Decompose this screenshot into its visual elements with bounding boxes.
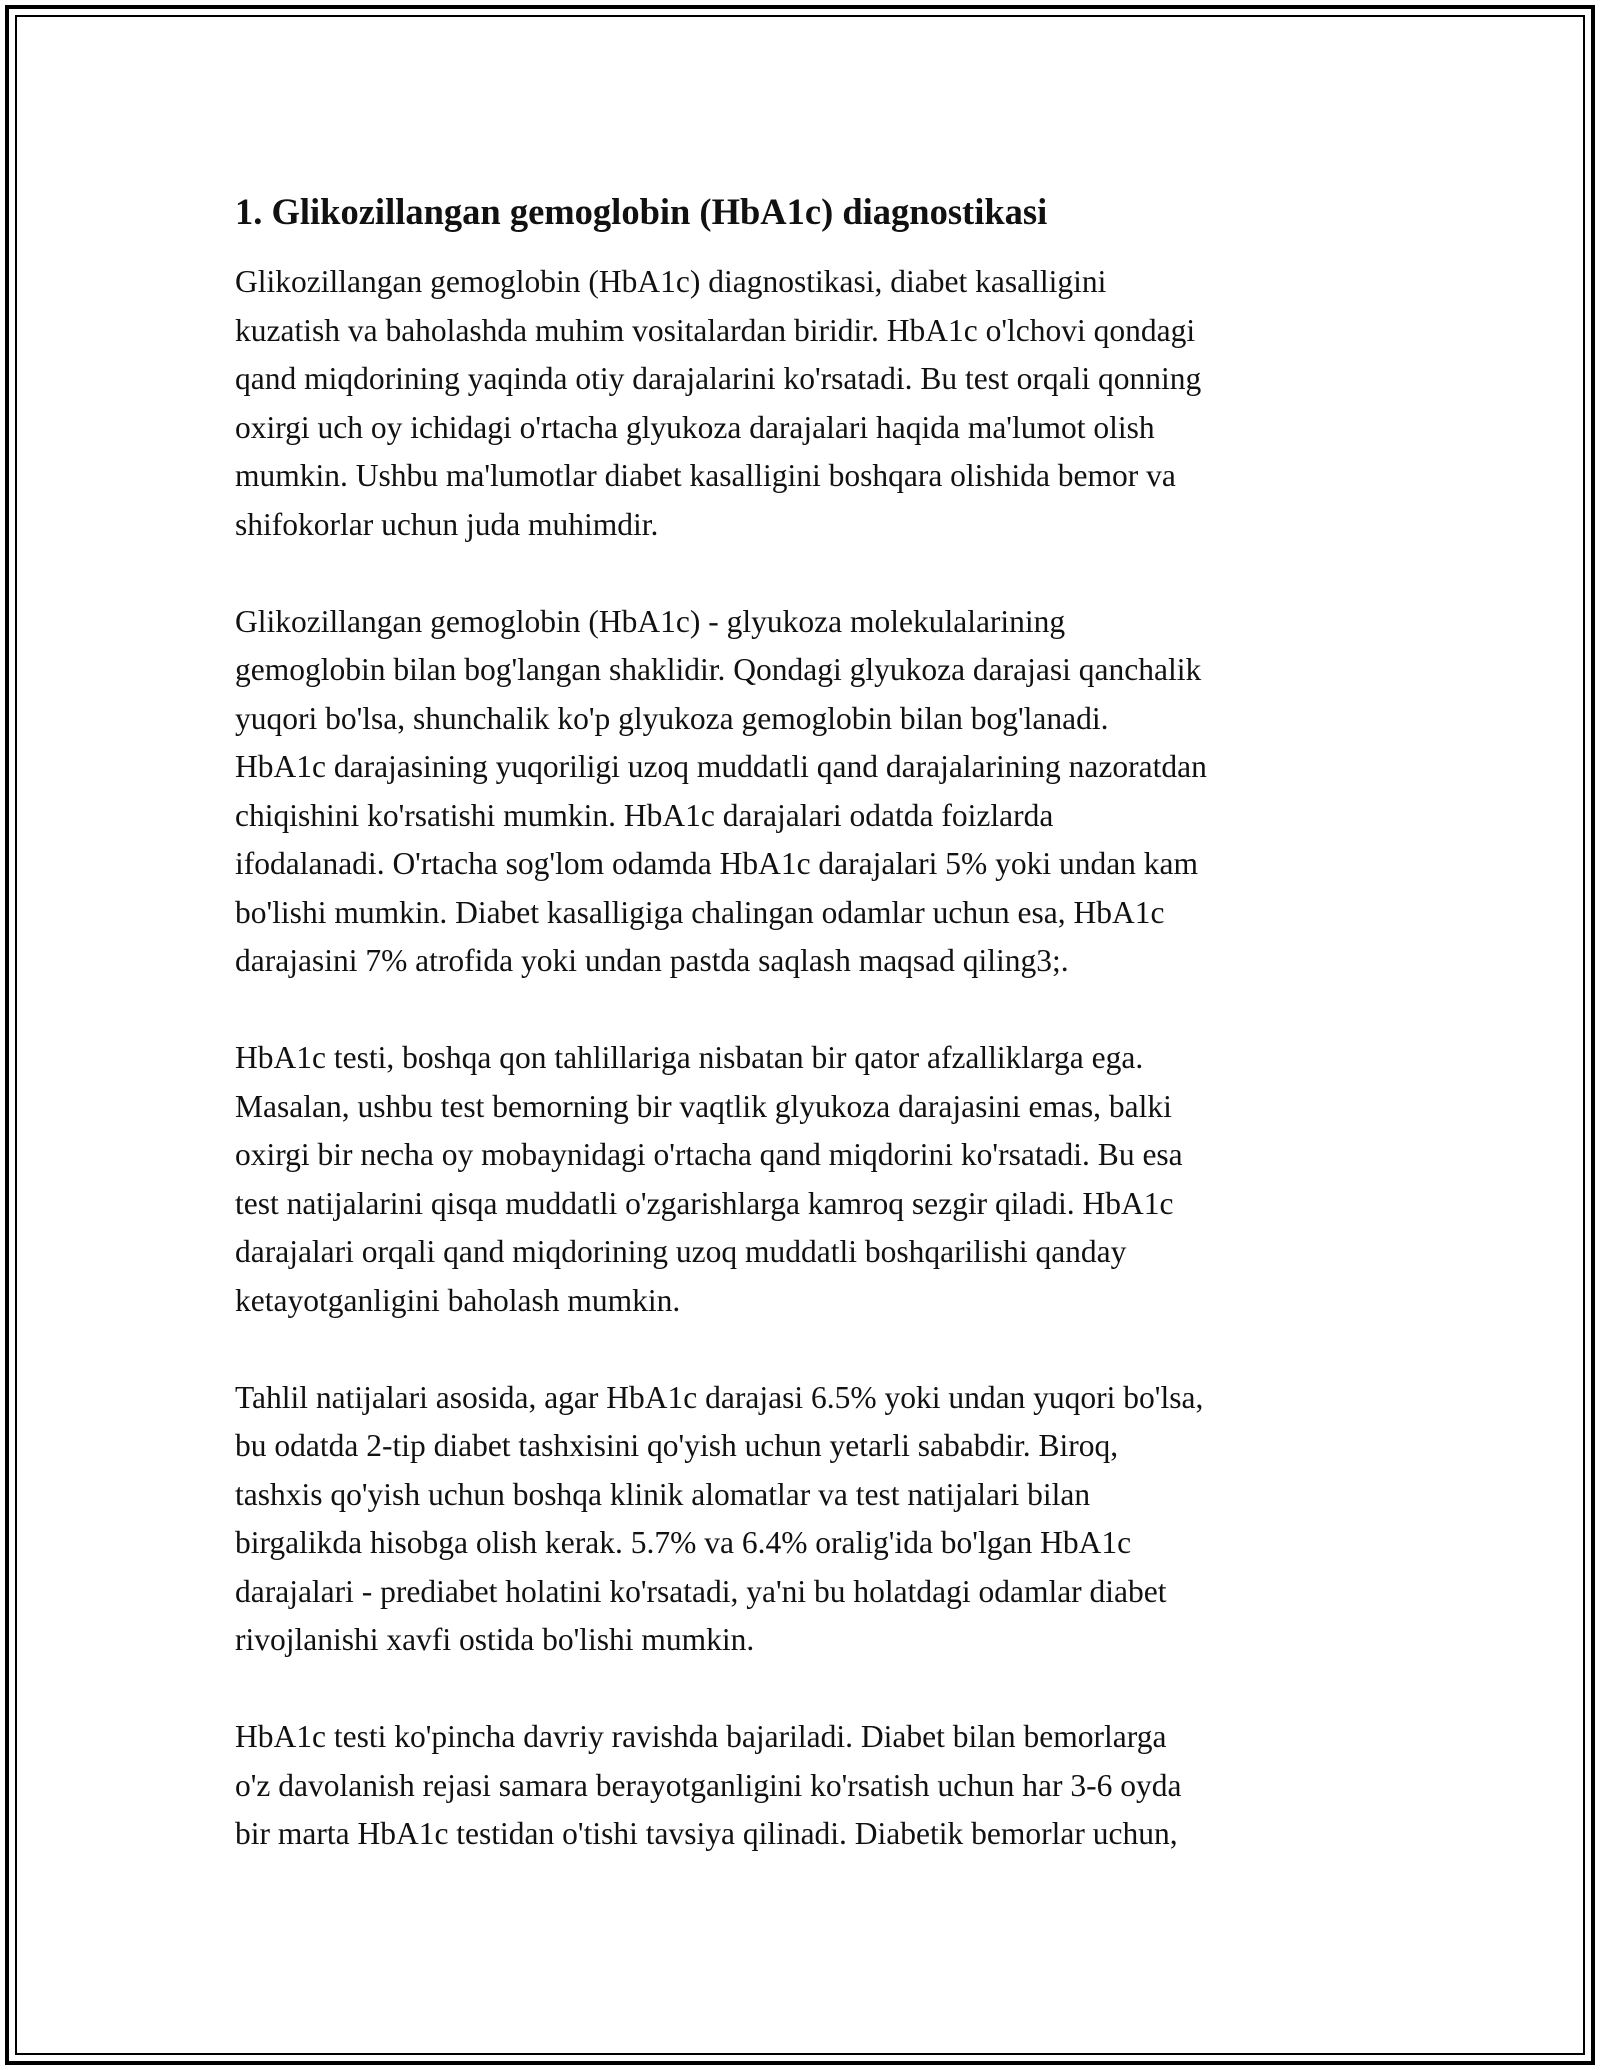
text-line: Glikozillangan gemoglobin (HbA1c) - glyukoza molekulalarining [235,603,1066,639]
text-line: chiqishini ko'rsatishi mumkin. HbA1c darajalari odatda foizlarda [235,797,1054,833]
text-line: qand miqdorining yaqinda otiy darajalarini ko'rsatadi. Bu test orqali qonning [235,361,1202,396]
paragraph-2 [235,598,1385,986]
text-line: HbA1c testi, boshqa qon tahlillariga nisbatan bir qator afzalliklarga ega. [235,1040,1144,1075]
text-line: birgalikda hisobga olish kerak. 5.7% va 6.4% oralig'ida bo'lgan HbA1c [235,1525,1132,1560]
text-line: darajalari orqali qand miqdorining uzoq muddatli boshqarilishi qanday [235,1234,1127,1269]
text-line: darajasini 7% atrofida yoki undan pastda saqlash maqsad qiling3;. [235,943,1069,978]
text-line: oxirgi uch oy ichidagi o'rtacha glyukoza darajalari haqida ma'lumot olish [235,409,1155,445]
text-line: rivojlanishi xavfi ostida bo'lishi mumkin. [235,1622,755,1657]
text-line: gemoglobin bilan bog'langan shaklidir. Qondagi glyukoza darajasi qanchalik [235,652,1202,687]
text-line: HbA1c darajasining yuqoriligi uzoq muddatli qand darajalarining nazoratdan [235,749,1207,784]
text-line: Glikozillangan gemoglobin (HbA1c) diagnostikasi, diabet kasalligini [235,264,1107,299]
section-heading: 1. Glikozillangan gemoglobin (HbA1c) diagnostikasi [235,191,1048,232]
paragraph-3 [235,1034,1385,1325]
paragraph-1 [235,258,1385,549]
text-line: shifokorlar uchun juda muhimdir. [235,506,659,542]
text-line: yuqori bo'lsa, shunchalik ko'p glyukoza gemoglobin bilan bog'lanadi. [235,700,1109,736]
text-line: o'z davolanish rejasi samara berayotganligini ko'rsatish uchun har 3-6 oyda [235,1767,1182,1803]
text-line: ketayotganligini baholash mumkin. [235,1282,681,1318]
text-line: tashxis qo'yish uchun boshqa klinik alomatlar va test natijalari bilan [235,1476,1091,1512]
text-line: ifodalanadi. O'rtacha sog'lom odamda HbA1c darajalari 5% yoki undan kam [235,846,1199,881]
document-body [235,188,1385,1859]
paragraph-5 [235,1713,1385,1859]
text-line: Tahlil natijalari asosida, agar HbA1c darajasi 6.5% yoki undan yuqori bo'lsa, [235,1379,1204,1415]
text-line: bir marta HbA1c testidan o'tishi tavsiya qilinadi. Diabetik bemorlar uchun, [235,1816,1178,1851]
text-line: HbA1c testi ko'pincha davriy ravishda bajariladi. Diabet bilan bemorlarga [235,1719,1167,1754]
text-line: bo'lishi mumkin. Diabet kasalligiga chalingan odamlar uchun esa, HbA1c [235,894,1165,930]
text-line: mumkin. Ushbu ma'lumotlar diabet kasalligini boshqara olishida bemor va [235,458,1176,493]
paragraph-4 [235,1374,1385,1665]
text-line: kuzatish va baholashda muhim vositalardan biridir. HbA1c o'lchovi qondagi [235,312,1196,348]
text-line: test natijalarini qisqa muddatli o'zgarishlarga kamroq sezgir qiladi. HbA1c [235,1185,1174,1221]
text-line: bu odatda 2-tip diabet tashxisini qo'yish uchun yetarli sababdir. Biroq, [235,1428,1119,1463]
text-line: darajalari - prediabet holatini ko'rsatadi, ya'ni bu holatdagi odamlar diabet [235,1573,1167,1609]
text-line: oxirgi bir necha oy mobaynidagi o'rtacha qand miqdorini ko'rsatadi. Bu esa [235,1137,1183,1172]
text-line: Masalan, ushbu test bemorning bir vaqtlik glyukoza darajasini emas, balki [235,1088,1172,1124]
